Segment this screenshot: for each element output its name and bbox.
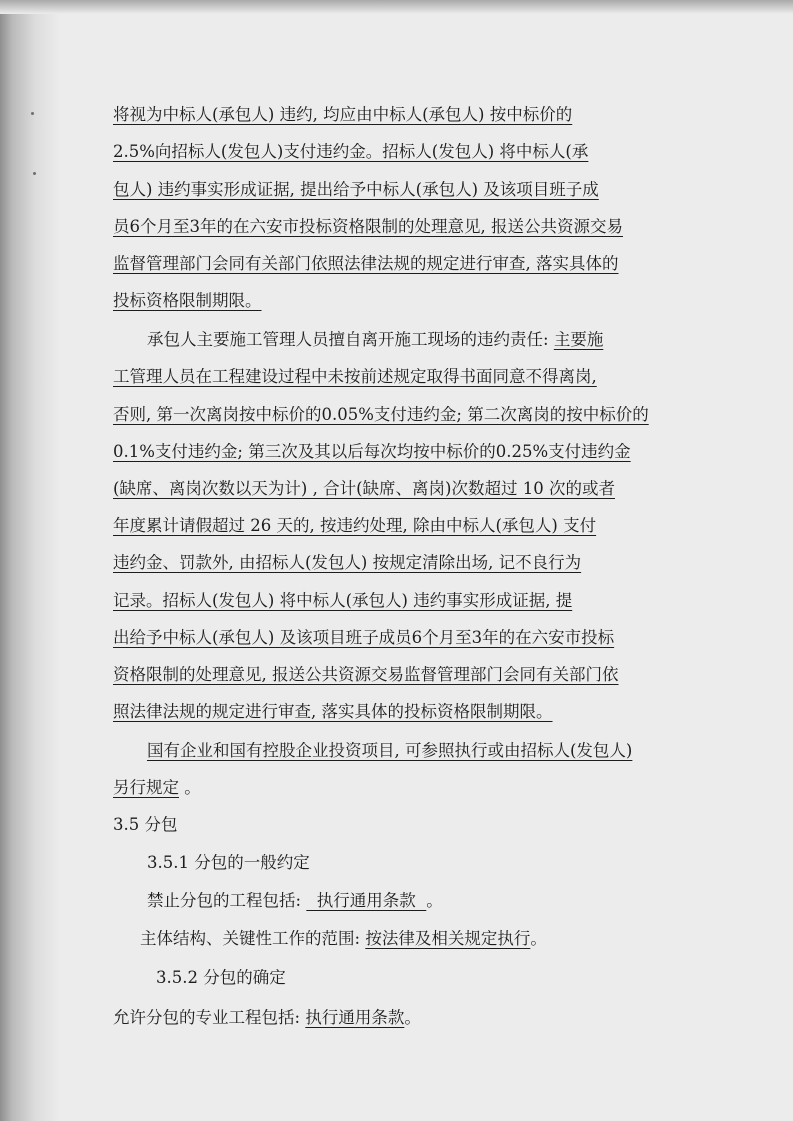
- main-structure-end: 。: [530, 929, 547, 948]
- paragraph-2-line-6: 年度累计请假超过 26 天的, 按违约处理, 除由中标人(承包人) 支付: [113, 516, 597, 535]
- paragraph-3-line-2: [113, 776, 201, 800]
- paragraph-1-line-5: 监督管理部门会同有关部门依照法律法规的规定进行审查, 落实具体的: [113, 254, 619, 273]
- forbidden-subcontract-end: 。: [426, 891, 443, 910]
- section-3-5-2-heading: 3.5.2 分包的确定: [156, 968, 286, 987]
- forbidden-subcontract-line: [147, 889, 443, 913]
- forbidden-subcontract-value: 执行通用条款: [306, 891, 427, 910]
- section-3-5-1-heading: 3.5.1 分包的一般约定: [147, 853, 310, 872]
- paragraph-1-line-2: 2.5%向招标人(发包人)支付违约金。招标人(发包人) 将中标人(承: [113, 142, 589, 161]
- paragraph-3-text: 另行规定: [113, 778, 179, 797]
- paragraph-2-line-10: 资格限制的处理意见, 报送公共资源交易监督管理部门会同有关部门依: [113, 665, 619, 684]
- paragraph-2-line-9: 出给予中标人(承包人) 及该项目班子成员6个月至3年的在六安市投标: [113, 628, 615, 647]
- paragraph-3-end: 。: [179, 778, 201, 797]
- paragraph-2-line-1: [147, 328, 603, 352]
- paragraph-2-lead-rest: 主要施: [553, 330, 604, 349]
- paragraph-1-line-3: 包人) 违约事实形成证据, 提出给予中标人(承包人) 及该项目班子成: [113, 180, 599, 199]
- paragraph-2-line-8: 记录。招标人(发包人) 将中标人(承包人) 违约事实形成证据, 提: [113, 591, 573, 610]
- paragraph-1-line-4: 员6个月至3年的在六安市投标资格限制的处理意见, 报送公共资源交易: [113, 217, 623, 236]
- paragraph-3-line-1: 国有企业和国有控股企业投资项目, 可参照执行或由招标人(发包人): [147, 741, 633, 760]
- allowed-subcontract-line: [113, 1006, 421, 1030]
- allowed-subcontract-label: 允许分包的专业工程包括:: [113, 1008, 306, 1027]
- paragraph-1-line-1: 将视为中标人(承包人) 违约, 均应由中标人(承包人) 按中标价的: [113, 105, 573, 124]
- paragraph-2-line-3: 否则, 第一次离岗按中标价的0.05%支付违约金; 第二次离岗的按中标价的: [113, 405, 649, 424]
- paragraph-2-lead: 承包人主要施工管理人员擅自离开施工现场的违约责任:: [147, 330, 554, 349]
- paragraph-2-line-4: 0.1%支付违约金; 第三次及其以后每次均按中标价的0.25%支付违约金: [113, 442, 631, 461]
- main-structure-line: [140, 927, 547, 951]
- paragraph-2-line-5: (缺席、离岗次数以天为计) , 合计(缺席、离岗)次数超过 10 次的或者: [113, 479, 615, 498]
- paragraph-2-line-7: 违约金、罚款外, 由招标人(发包人) 按规定清除出场, 记不良行为: [113, 553, 582, 572]
- paragraph-2-line-11: 照法律法规的规定进行审查, 落实具体的投标资格限制期限。: [113, 702, 553, 721]
- allowed-subcontract-end: 。: [404, 1008, 421, 1027]
- paragraph-1-line-6: 投标资格限制期限。: [113, 291, 262, 310]
- paragraph-2-line-2: 工管理人员在工程建设过程中未按前述规定取得书面同意不得离岗,: [113, 367, 597, 386]
- section-3-5-heading: 3.5 分包: [113, 815, 178, 834]
- allowed-subcontract-value: 执行通用条款: [305, 1008, 405, 1027]
- main-structure-label: 主体结构、关键性工作的范围:: [140, 929, 366, 948]
- main-structure-value: 按法律及相关规定执行: [365, 929, 531, 948]
- forbidden-subcontract-label: 禁止分包的工程包括:: [147, 891, 307, 910]
